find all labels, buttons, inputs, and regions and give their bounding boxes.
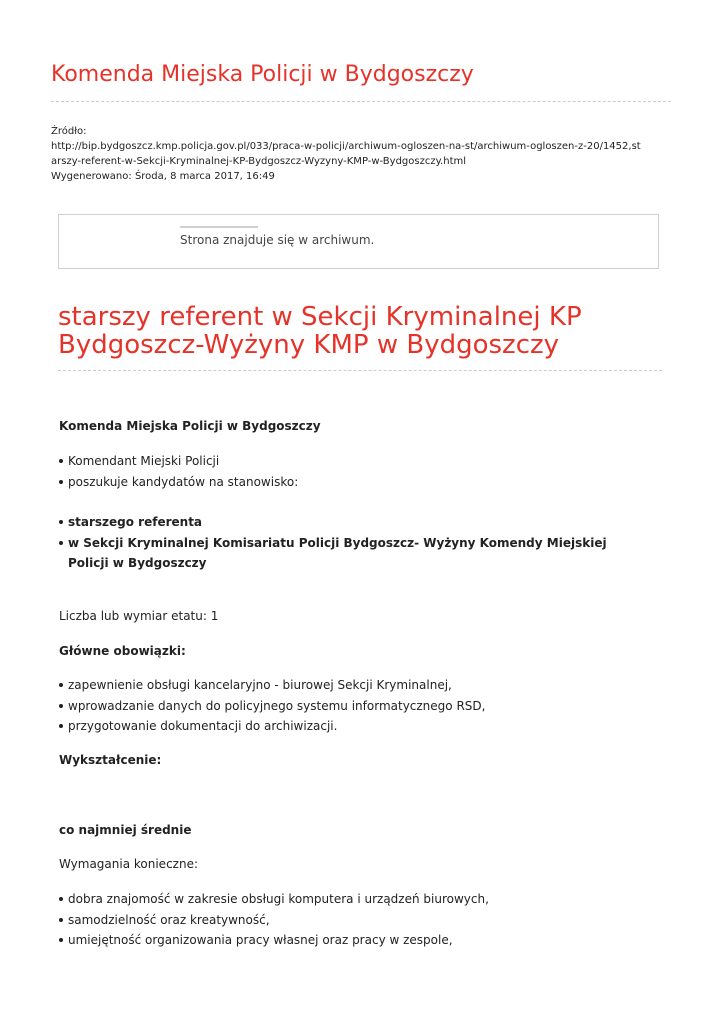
source-meta	[51, 124, 681, 184]
duties-heading: Główne obowiązki:	[59, 644, 186, 658]
title-divider	[58, 370, 662, 371]
list-item: dobra znajomość w zakresie obsługi komputera i urządzeń biurowych,	[59, 889, 669, 910]
requirements-heading: Wymagania konieczne:	[59, 857, 198, 871]
list-item: starszego referenta	[59, 512, 669, 533]
list-item: Komendant Miejski Policji	[59, 451, 669, 472]
archive-notice-text: Strona znajduje się w archiwum.	[180, 233, 375, 247]
requirements-list	[59, 889, 669, 951]
list-item: wprowadzanie danych do policyjnego systemu informatycznego RSD,	[59, 696, 669, 717]
archive-notice-rule	[180, 226, 258, 228]
page-title	[58, 303, 678, 359]
duties-list	[59, 675, 669, 737]
page-title-line-1: starszy referent w Sekcji Kryminalnej KP	[58, 302, 582, 332]
header-divider	[51, 101, 671, 102]
site-title: Komenda Miejska Policji w Bydgoszczy	[51, 62, 474, 87]
list-item: poszukuje kandydatów na stanowisko:	[59, 472, 669, 493]
source-url-line-1[interactable]: http://bip.bydgoszcz.kmp.policja.gov.pl/033/praca-w-policji/archiwum-ogloszen-na-st/archiwum-ogloszen-z-20/1452,st	[51, 141, 641, 152]
generated-date: Wygenerowano: Środa, 8 marca 2017, 16:49	[51, 171, 275, 182]
education-value: co najmniej średnie	[59, 823, 192, 837]
org-heading: Komenda Miejska Policji w Bydgoszczy	[59, 419, 321, 433]
intro-list	[59, 451, 669, 492]
list-item: samodzielność oraz kreatywność,	[59, 910, 669, 931]
list-item: umiejętność organizowania pracy własnej oraz pracy w zespole,	[59, 930, 669, 951]
list-item: w Sekcji Kryminalnej Komisariatu Policji Bydgoszcz- Wyżyny Komendy Miejskiej Policji w Bydgoszczy	[59, 533, 648, 574]
page-title-line-2: Bydgoszcz-Wyżyny KMP w Bydgoszczy	[58, 330, 560, 360]
etat-text: Liczba lub wymiar etatu: 1	[59, 609, 219, 623]
list-item: przygotowanie dokumentacji do archiwizacji.	[59, 716, 669, 737]
source-label: Źródło:	[51, 126, 87, 137]
list-item: zapewnienie obsługi kancelaryjno - biurowej Sekcji Kryminalnej,	[59, 675, 669, 696]
education-heading: Wykształcenie:	[59, 753, 162, 767]
position-list	[59, 512, 669, 574]
archive-notice-box	[58, 214, 659, 269]
source-url-line-2[interactable]: arszy-referent-w-Sekcji-Kryminalnej-KP-Bydgoszcz-Wyzyny-KMP-w-Bydgoszczy.html	[51, 156, 467, 167]
